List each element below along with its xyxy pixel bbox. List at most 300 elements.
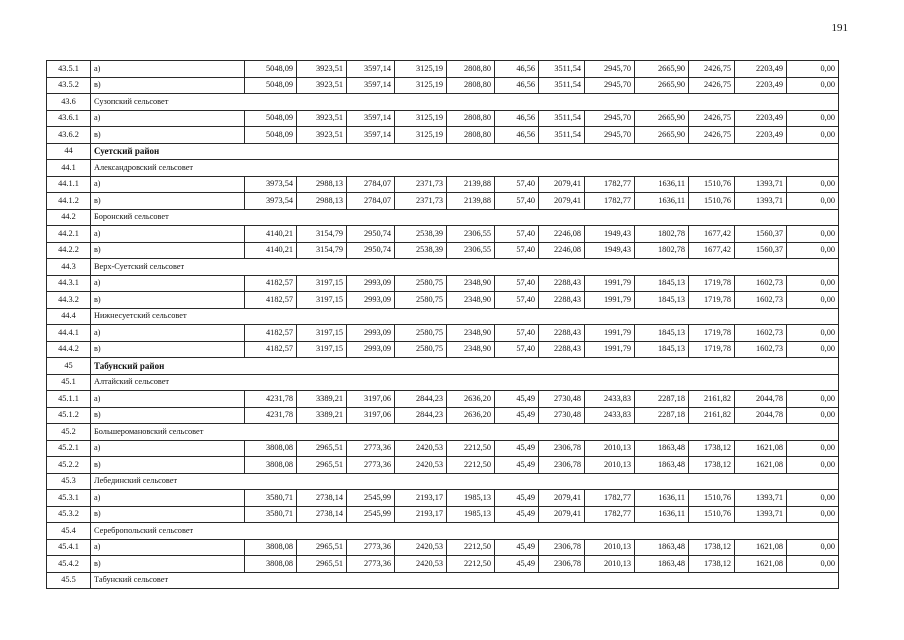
value-cell: 1677,42 — [689, 242, 735, 259]
value-cell: 2545,99 — [347, 506, 395, 523]
row-code: 45.3 — [47, 473, 91, 490]
value-cell: 2288,43 — [539, 292, 585, 309]
value-cell: 2203,49 — [735, 127, 787, 144]
row-code: 44.4 — [47, 308, 91, 325]
value-cell: 2287,18 — [635, 391, 689, 408]
section-name: Нижнесуетский сельсовет — [91, 308, 839, 325]
value-cell: 0,00 — [787, 226, 839, 243]
value-cell: 57,40 — [495, 325, 539, 342]
tariff-table — [46, 60, 839, 589]
value-cell: 2773,36 — [347, 556, 395, 573]
value-cell: 2730,48 — [539, 391, 585, 408]
row-code: 44.2 — [47, 209, 91, 226]
value-cell: 0,00 — [787, 556, 839, 573]
value-cell: 3973,54 — [245, 176, 297, 193]
row-code: 44 — [47, 143, 91, 160]
value-cell: 2139,88 — [447, 176, 495, 193]
row-subitem: в) — [91, 407, 245, 424]
row-code: 45.1 — [47, 374, 91, 391]
value-cell: 2193,17 — [395, 506, 447, 523]
value-cell: 2844,23 — [395, 391, 447, 408]
section-heading-row — [47, 259, 839, 276]
section-name: Серебропольский сельсовет — [91, 523, 839, 540]
value-cell: 2371,73 — [395, 193, 447, 210]
row-code: 44.4.2 — [47, 341, 91, 358]
section-name: Лебединский сельсовет — [91, 473, 839, 490]
value-cell: 3923,51 — [297, 61, 347, 78]
table-row — [47, 440, 839, 457]
value-cell: 1845,13 — [635, 325, 689, 342]
section-name: Табунский район — [91, 358, 839, 375]
row-code: 45.3.1 — [47, 490, 91, 507]
value-cell: 1845,13 — [635, 341, 689, 358]
value-cell: 2246,08 — [539, 242, 585, 259]
value-cell: 2730,48 — [539, 407, 585, 424]
row-code: 44.1.1 — [47, 176, 91, 193]
value-cell: 2950,74 — [347, 226, 395, 243]
value-cell: 3197,15 — [297, 275, 347, 292]
value-cell: 45,49 — [495, 440, 539, 457]
value-cell: 3197,15 — [297, 325, 347, 342]
row-code: 44.3 — [47, 259, 91, 276]
value-cell: 1985,13 — [447, 490, 495, 507]
value-cell: 2212,50 — [447, 457, 495, 474]
value-cell: 2988,13 — [297, 193, 347, 210]
value-cell: 2420,53 — [395, 440, 447, 457]
value-cell: 45,49 — [495, 539, 539, 556]
section-heading-row — [47, 424, 839, 441]
row-code: 44.3.1 — [47, 275, 91, 292]
row-subitem: а) — [91, 61, 245, 78]
value-cell: 0,00 — [787, 391, 839, 408]
table-row — [47, 407, 839, 424]
value-cell: 2945,70 — [585, 61, 635, 78]
table-row — [47, 391, 839, 408]
row-subitem: в) — [91, 127, 245, 144]
value-cell: 1636,11 — [635, 506, 689, 523]
row-subitem: а) — [91, 226, 245, 243]
value-cell: 3808,08 — [245, 556, 297, 573]
value-cell: 4182,57 — [245, 275, 297, 292]
row-code: 43.6.2 — [47, 127, 91, 144]
value-cell: 2433,83 — [585, 407, 635, 424]
section-heading-row — [47, 160, 839, 177]
value-cell: 2212,50 — [447, 556, 495, 573]
value-cell: 3808,08 — [245, 457, 297, 474]
value-cell: 0,00 — [787, 341, 839, 358]
value-cell: 0,00 — [787, 407, 839, 424]
value-cell: 1782,77 — [585, 193, 635, 210]
value-cell: 1845,13 — [635, 275, 689, 292]
value-cell: 2161,82 — [689, 407, 735, 424]
value-cell: 2288,43 — [539, 325, 585, 342]
value-cell: 2636,20 — [447, 407, 495, 424]
value-cell: 1393,71 — [735, 506, 787, 523]
row-code: 44.3.2 — [47, 292, 91, 309]
value-cell: 3197,06 — [347, 407, 395, 424]
value-cell: 45,49 — [495, 391, 539, 408]
value-cell: 3389,21 — [297, 391, 347, 408]
value-cell: 5048,09 — [245, 61, 297, 78]
section-heading-row — [47, 374, 839, 391]
value-cell: 2965,51 — [297, 457, 347, 474]
value-cell: 2426,75 — [689, 61, 735, 78]
value-cell: 2538,39 — [395, 226, 447, 243]
value-cell: 4182,57 — [245, 292, 297, 309]
section-heading-row — [47, 572, 839, 589]
value-cell: 2808,80 — [447, 110, 495, 127]
table-row — [47, 61, 839, 78]
value-cell: 1949,43 — [585, 242, 635, 259]
value-cell: 2420,53 — [395, 539, 447, 556]
value-cell: 2426,75 — [689, 127, 735, 144]
row-code: 45.1.2 — [47, 407, 91, 424]
value-cell: 2665,90 — [635, 61, 689, 78]
value-cell: 2738,14 — [297, 490, 347, 507]
value-cell: 3125,19 — [395, 127, 447, 144]
value-cell: 2580,75 — [395, 275, 447, 292]
value-cell: 3125,19 — [395, 110, 447, 127]
value-cell: 2965,51 — [297, 440, 347, 457]
value-cell: 4231,78 — [245, 407, 297, 424]
value-cell: 0,00 — [787, 61, 839, 78]
value-cell: 45,49 — [495, 506, 539, 523]
value-cell: 1985,13 — [447, 506, 495, 523]
row-subitem: а) — [91, 110, 245, 127]
value-cell: 3580,71 — [245, 506, 297, 523]
value-cell: 57,40 — [495, 341, 539, 358]
value-cell: 2010,13 — [585, 539, 635, 556]
table-row — [47, 506, 839, 523]
value-cell: 3808,08 — [245, 539, 297, 556]
value-cell: 0,00 — [787, 127, 839, 144]
section-heading-row — [47, 473, 839, 490]
value-cell: 3808,08 — [245, 440, 297, 457]
value-cell: 1621,08 — [735, 556, 787, 573]
value-cell: 3511,54 — [539, 61, 585, 78]
value-cell: 2212,50 — [447, 539, 495, 556]
row-code: 44.2.1 — [47, 226, 91, 243]
value-cell: 2306,78 — [539, 539, 585, 556]
value-cell: 2784,07 — [347, 193, 395, 210]
value-cell: 3389,21 — [297, 407, 347, 424]
value-cell: 2844,23 — [395, 407, 447, 424]
row-code: 44.1 — [47, 160, 91, 177]
value-cell: 1782,77 — [585, 490, 635, 507]
value-cell: 1677,42 — [689, 226, 735, 243]
table-body — [47, 61, 839, 589]
section-heading-row — [47, 143, 839, 160]
row-code: 44.1.2 — [47, 193, 91, 210]
value-cell: 57,40 — [495, 193, 539, 210]
value-cell: 0,00 — [787, 110, 839, 127]
value-cell: 1719,78 — [689, 325, 735, 342]
value-cell: 57,40 — [495, 242, 539, 259]
value-cell: 2773,36 — [347, 539, 395, 556]
value-cell: 2348,90 — [447, 275, 495, 292]
value-cell: 1636,11 — [635, 176, 689, 193]
row-code: 45.2.2 — [47, 457, 91, 474]
value-cell: 2420,53 — [395, 457, 447, 474]
value-cell: 2993,09 — [347, 341, 395, 358]
value-cell: 2580,75 — [395, 341, 447, 358]
value-cell: 3923,51 — [297, 77, 347, 94]
value-cell: 1863,48 — [635, 457, 689, 474]
value-cell: 3511,54 — [539, 127, 585, 144]
value-cell: 1560,37 — [735, 226, 787, 243]
value-cell: 0,00 — [787, 490, 839, 507]
value-cell: 1393,71 — [735, 176, 787, 193]
row-subitem: в) — [91, 506, 245, 523]
value-cell: 5048,09 — [245, 127, 297, 144]
value-cell: 0,00 — [787, 193, 839, 210]
value-cell: 2010,13 — [585, 440, 635, 457]
value-cell: 2426,75 — [689, 77, 735, 94]
value-cell: 3923,51 — [297, 127, 347, 144]
value-cell: 2044,78 — [735, 407, 787, 424]
value-cell: 2808,80 — [447, 127, 495, 144]
section-heading-row — [47, 209, 839, 226]
value-cell: 2808,80 — [447, 77, 495, 94]
table-row — [47, 110, 839, 127]
row-code: 43.6 — [47, 94, 91, 111]
value-cell: 0,00 — [787, 77, 839, 94]
value-cell: 2433,83 — [585, 391, 635, 408]
value-cell: 2665,90 — [635, 110, 689, 127]
value-cell: 46,56 — [495, 127, 539, 144]
value-cell: 2420,53 — [395, 556, 447, 573]
value-cell: 0,00 — [787, 440, 839, 457]
value-cell: 2010,13 — [585, 457, 635, 474]
row-subitem: а) — [91, 440, 245, 457]
row-subitem: в) — [91, 457, 245, 474]
value-cell: 1738,12 — [689, 457, 735, 474]
row-code: 43.6.1 — [47, 110, 91, 127]
value-cell: 2348,90 — [447, 325, 495, 342]
value-cell: 0,00 — [787, 176, 839, 193]
row-code: 45.4 — [47, 523, 91, 540]
value-cell: 1510,76 — [689, 490, 735, 507]
table-row — [47, 341, 839, 358]
value-cell: 46,56 — [495, 61, 539, 78]
row-subitem: а) — [91, 275, 245, 292]
value-cell: 3923,51 — [297, 110, 347, 127]
table-row — [47, 457, 839, 474]
value-cell: 0,00 — [787, 539, 839, 556]
row-code: 45 — [47, 358, 91, 375]
row-subitem: а) — [91, 539, 245, 556]
value-cell: 4140,21 — [245, 242, 297, 259]
value-cell: 2288,43 — [539, 341, 585, 358]
value-cell: 1602,73 — [735, 341, 787, 358]
value-cell: 1621,08 — [735, 539, 787, 556]
value-cell: 2079,41 — [539, 490, 585, 507]
section-heading-row — [47, 94, 839, 111]
row-code: 45.5 — [47, 572, 91, 589]
value-cell: 45,49 — [495, 490, 539, 507]
value-cell: 2545,99 — [347, 490, 395, 507]
value-cell: 2993,09 — [347, 292, 395, 309]
value-cell: 0,00 — [787, 292, 839, 309]
section-name: Суетский район — [91, 143, 839, 160]
value-cell: 4231,78 — [245, 391, 297, 408]
value-cell: 3197,15 — [297, 292, 347, 309]
value-cell: 2079,41 — [539, 506, 585, 523]
value-cell: 1991,79 — [585, 292, 635, 309]
value-cell: 2636,20 — [447, 391, 495, 408]
value-cell: 2950,74 — [347, 242, 395, 259]
table-row — [47, 226, 839, 243]
section-heading-row — [47, 308, 839, 325]
value-cell: 1621,08 — [735, 440, 787, 457]
value-cell: 2079,41 — [539, 193, 585, 210]
row-subitem: в) — [91, 242, 245, 259]
value-cell: 45,49 — [495, 407, 539, 424]
section-heading-row — [47, 358, 839, 375]
value-cell: 1602,73 — [735, 292, 787, 309]
value-cell: 1802,78 — [635, 242, 689, 259]
value-cell: 2371,73 — [395, 176, 447, 193]
value-cell: 2287,18 — [635, 407, 689, 424]
table-row — [47, 77, 839, 94]
value-cell: 1602,73 — [735, 275, 787, 292]
value-cell: 2079,41 — [539, 176, 585, 193]
row-code: 45.1.1 — [47, 391, 91, 408]
value-cell: 1560,37 — [735, 242, 787, 259]
section-name: Алтайский сельсовет — [91, 374, 839, 391]
value-cell: 3154,79 — [297, 242, 347, 259]
section-name: Табунский сельсовет — [91, 572, 839, 589]
value-cell: 2139,88 — [447, 193, 495, 210]
table-row — [47, 490, 839, 507]
value-cell: 1602,73 — [735, 325, 787, 342]
value-cell: 46,56 — [495, 77, 539, 94]
value-cell: 2965,51 — [297, 556, 347, 573]
value-cell: 2306,55 — [447, 242, 495, 259]
value-cell: 1719,78 — [689, 341, 735, 358]
value-cell: 57,40 — [495, 226, 539, 243]
table-row — [47, 193, 839, 210]
value-cell: 1621,08 — [735, 457, 787, 474]
value-cell: 1863,48 — [635, 556, 689, 573]
section-name: Сузопский сельсовет — [91, 94, 839, 111]
value-cell: 3197,15 — [297, 341, 347, 358]
value-cell: 1510,76 — [689, 193, 735, 210]
value-cell: 2965,51 — [297, 539, 347, 556]
value-cell: 1863,48 — [635, 539, 689, 556]
value-cell: 3597,14 — [347, 110, 395, 127]
value-cell: 3597,14 — [347, 127, 395, 144]
value-cell: 2212,50 — [447, 440, 495, 457]
table-row — [47, 325, 839, 342]
value-cell: 3597,14 — [347, 61, 395, 78]
value-cell: 2993,09 — [347, 275, 395, 292]
row-subitem: а) — [91, 176, 245, 193]
section-name: Александровский сельсовет — [91, 160, 839, 177]
row-code: 44.4.1 — [47, 325, 91, 342]
value-cell: 1845,13 — [635, 292, 689, 309]
value-cell: 2203,49 — [735, 77, 787, 94]
value-cell: 2945,70 — [585, 127, 635, 144]
value-cell: 2773,36 — [347, 457, 395, 474]
value-cell: 46,56 — [495, 110, 539, 127]
table-row — [47, 292, 839, 309]
value-cell: 2306,55 — [447, 226, 495, 243]
value-cell: 2044,78 — [735, 391, 787, 408]
value-cell: 1991,79 — [585, 341, 635, 358]
value-cell: 2993,09 — [347, 325, 395, 342]
table-row — [47, 539, 839, 556]
value-cell: 2348,90 — [447, 292, 495, 309]
value-cell: 2010,13 — [585, 556, 635, 573]
value-cell: 0,00 — [787, 457, 839, 474]
row-code: 43.5.1 — [47, 61, 91, 78]
row-code: 45.4.1 — [47, 539, 91, 556]
row-subitem: в) — [91, 77, 245, 94]
table-row — [47, 275, 839, 292]
value-cell: 1510,76 — [689, 506, 735, 523]
value-cell: 2665,90 — [635, 77, 689, 94]
value-cell: 2426,75 — [689, 110, 735, 127]
table-row — [47, 176, 839, 193]
value-cell: 1782,77 — [585, 176, 635, 193]
value-cell: 2773,36 — [347, 440, 395, 457]
value-cell: 3511,54 — [539, 77, 585, 94]
value-cell: 2203,49 — [735, 110, 787, 127]
value-cell: 57,40 — [495, 176, 539, 193]
table-row — [47, 127, 839, 144]
value-cell: 2580,75 — [395, 292, 447, 309]
value-cell: 1802,78 — [635, 226, 689, 243]
value-cell: 0,00 — [787, 275, 839, 292]
value-cell: 1510,76 — [689, 176, 735, 193]
value-cell: 3580,71 — [245, 490, 297, 507]
value-cell: 5048,09 — [245, 110, 297, 127]
value-cell: 1738,12 — [689, 440, 735, 457]
value-cell: 3597,14 — [347, 77, 395, 94]
row-subitem: а) — [91, 325, 245, 342]
value-cell: 3154,79 — [297, 226, 347, 243]
value-cell: 2738,14 — [297, 506, 347, 523]
value-cell: 2988,13 — [297, 176, 347, 193]
value-cell: 45,49 — [495, 457, 539, 474]
table-row — [47, 242, 839, 259]
section-heading-row — [47, 523, 839, 540]
row-code: 45.3.2 — [47, 506, 91, 523]
value-cell: 2665,90 — [635, 127, 689, 144]
value-cell: 1991,79 — [585, 325, 635, 342]
value-cell: 1782,77 — [585, 506, 635, 523]
row-code: 43.5.2 — [47, 77, 91, 94]
value-cell: 1636,11 — [635, 490, 689, 507]
value-cell: 2784,07 — [347, 176, 395, 193]
value-cell: 1719,78 — [689, 292, 735, 309]
value-cell: 3511,54 — [539, 110, 585, 127]
value-cell: 1949,43 — [585, 226, 635, 243]
value-cell: 5048,09 — [245, 77, 297, 94]
row-code: 45.2.1 — [47, 440, 91, 457]
value-cell: 3197,06 — [347, 391, 395, 408]
value-cell: 4140,21 — [245, 226, 297, 243]
value-cell: 2538,39 — [395, 242, 447, 259]
value-cell: 1393,71 — [735, 193, 787, 210]
value-cell: 1393,71 — [735, 490, 787, 507]
value-cell: 1738,12 — [689, 556, 735, 573]
value-cell: 3973,54 — [245, 193, 297, 210]
value-cell: 1863,48 — [635, 440, 689, 457]
section-name: Верх-Суетский сельсовет — [91, 259, 839, 276]
value-cell: 0,00 — [787, 325, 839, 342]
